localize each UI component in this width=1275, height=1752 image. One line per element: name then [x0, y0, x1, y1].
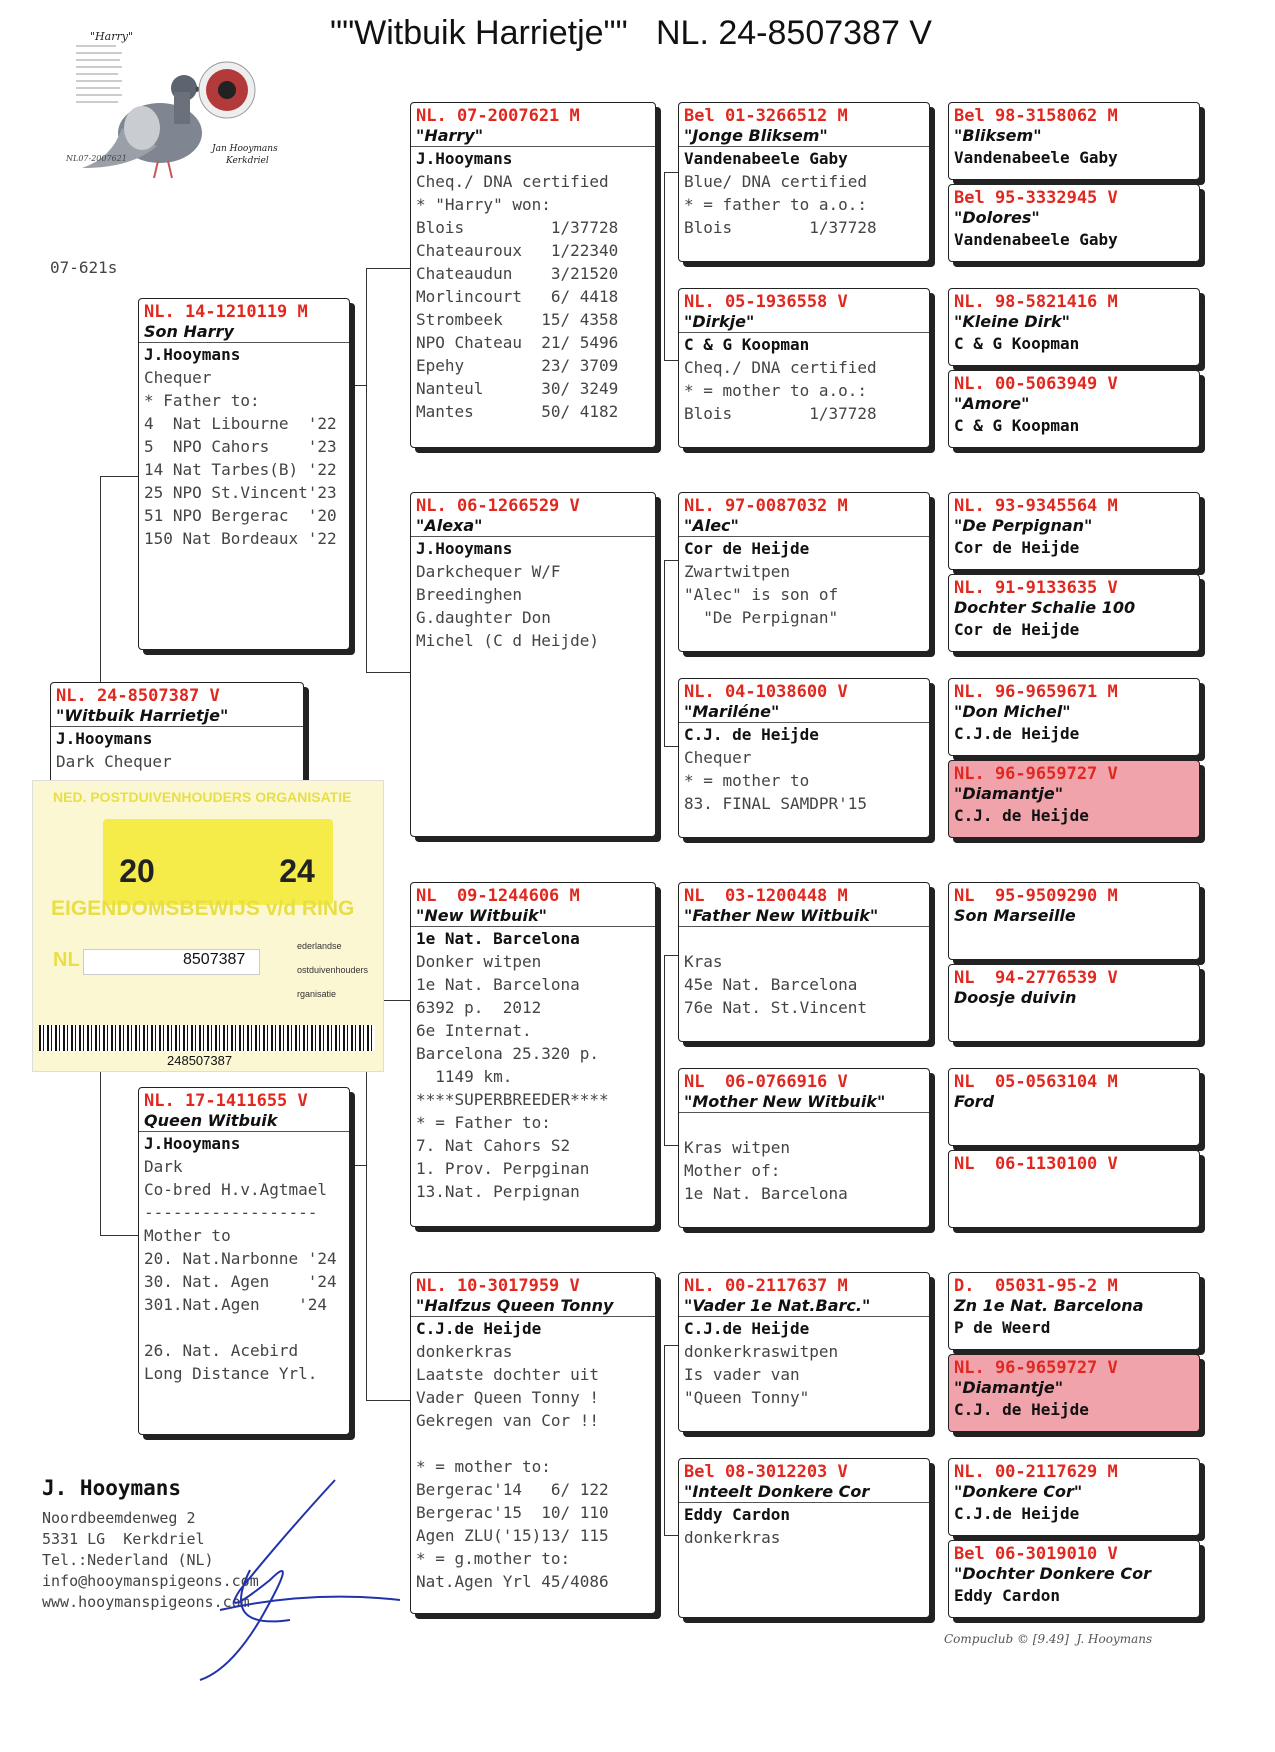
ancestor-box-5[interactable]: [948, 492, 1200, 570]
text-line: Morlincourt 6/ 4418: [416, 287, 619, 306]
text-line: 26. Nat. Acebird: [144, 1341, 299, 1360]
grandsire-sire-box[interactable]: [410, 102, 656, 448]
gg8-ring: Bel 08-3012203 V: [684, 1462, 848, 1482]
ancestor-box-2[interactable]: [948, 184, 1200, 262]
ancestor-owner: Eddy Cardon: [954, 1586, 1060, 1605]
text-line: * = mother to:: [416, 1457, 551, 1476]
ancestor-box-12[interactable]: [948, 1150, 1200, 1228]
gg3-owner: Cor de Heijde: [684, 539, 810, 558]
ancestor-ring: Bel 06-3019010 V: [954, 1544, 1118, 1564]
photo-place: Kerkdriel: [226, 156, 269, 166]
dam-ring: NL. 17-1411655 V: [144, 1091, 308, 1111]
gg5-box[interactable]: [678, 882, 930, 1042]
photo-name: "Harry": [90, 30, 134, 43]
text-line: 6e Internat.: [416, 1021, 532, 1040]
ancestor-name: Ford: [954, 1092, 995, 1111]
g3-name: "New Witbuik": [416, 906, 548, 925]
g3-ring: NL 09-1244606 M: [416, 886, 580, 906]
text-line: 51 NPO Bergerac '20: [144, 506, 337, 525]
main-owner: J.Hooymans: [56, 729, 153, 748]
ancestor-box-6[interactable]: [948, 574, 1200, 652]
gg5-name: "Father New Witbuik": [684, 906, 879, 925]
ancestor-name: Son Marseille: [954, 906, 1076, 925]
text-line: Long Distance Yrl.: [144, 1364, 318, 1383]
text-line: Dark: [144, 1157, 183, 1176]
gg1-ring: Bel 01-3266512 M: [684, 106, 848, 126]
gg1-box[interactable]: [678, 102, 930, 262]
gg4-owner: C.J. de Heijde: [684, 725, 819, 744]
text-line: * = mother to: [684, 771, 810, 790]
gg2-ring: NL. 05-1936558 V: [684, 292, 848, 312]
text-line: Blois 1/37728: [416, 218, 619, 237]
ancestor-box-15[interactable]: [948, 1458, 1200, 1536]
text-line: 76e Nat. St.Vincent: [684, 998, 868, 1017]
gg2-box[interactable]: [678, 288, 930, 448]
text-line: Michel (C d Heijde): [416, 631, 600, 650]
ancestor-box-13[interactable]: [948, 1272, 1200, 1350]
ancestor-box-3[interactable]: [948, 288, 1200, 366]
gg1-name: "Jonge Bliksem": [684, 126, 828, 145]
footer-credit: Compuclub © [9.49] J. Hooymans: [944, 1632, 1153, 1646]
ancestor-name: "Kleine Dirk": [954, 312, 1070, 331]
ancestor-ring: NL. 96-9659727 V: [954, 764, 1118, 784]
gg1-owner: Vandenabeele Gaby: [684, 149, 848, 168]
main-ring: NL. 24-8507387 V: [56, 686, 220, 706]
gg3-box[interactable]: [678, 492, 930, 652]
text-line: Darkchequer W/F: [416, 562, 561, 581]
text-line: Is vader van: [684, 1365, 800, 1384]
text-line: * = g.mother to:: [416, 1549, 571, 1568]
signature: [160, 1470, 420, 1690]
gg2-owner: C & G Koopman: [684, 335, 810, 354]
ancestor-name: "Donkere Cor": [954, 1482, 1083, 1501]
ancestor-ring: NL. 96-9659727 V: [954, 1358, 1118, 1378]
text-line: * Father to:: [144, 391, 260, 410]
ancestor-name: "Diamantje": [954, 784, 1064, 803]
text-line: Co-bred H.v.Agtmael: [144, 1180, 328, 1199]
gg7-box[interactable]: [678, 1272, 930, 1432]
ancestor-owner: Cor de Heijde: [954, 538, 1080, 557]
text-line: 1. Prov. Perpginan: [416, 1159, 590, 1178]
g2-owner: J.Hooymans: [416, 539, 513, 558]
text-line: Mother to: [144, 1226, 231, 1245]
text-line: * = mother to a.o.:: [684, 381, 868, 400]
text-line: Blois 1/37728: [684, 404, 877, 423]
text-line: donkerkras: [684, 1528, 781, 1547]
text-line: Agen ZLU('15)13/ 115: [416, 1526, 609, 1545]
ancestor-owner: C.J.de Heijde: [954, 724, 1080, 743]
gg2-lines: [684, 356, 924, 425]
ancestor-owner: C.J. de Heijde: [954, 806, 1089, 825]
text-line: Mantes 50/ 4182: [416, 402, 619, 421]
text-line: Blois 1/37728: [684, 218, 877, 237]
gg8-lines: [684, 1526, 924, 1549]
card-barcode-number: 248507387: [167, 1053, 233, 1068]
ancestor-box-10[interactable]: [948, 964, 1200, 1042]
sire-ring: NL. 14-1210119 M: [144, 302, 308, 322]
card-n1: ederlandse: [297, 941, 342, 951]
text-line: Epehy 23/ 3709: [416, 356, 619, 375]
text-line: Strombeek 15/ 4358: [416, 310, 619, 329]
text-line: Chequer: [684, 748, 752, 767]
gg3-name: "Alec": [684, 516, 739, 535]
text-line: Cheq./ DNA certified: [416, 172, 609, 191]
text-line: G.daughter Don: [416, 608, 551, 627]
ancestor-ring: NL. 91-9133635 V: [954, 578, 1118, 598]
ancestor-ring: NL. 00-5063949 V: [954, 374, 1118, 394]
text-line: Noordbeemdenweg 2: [42, 1509, 196, 1527]
ancestor-ring: Bel 95-3332945 V: [954, 188, 1118, 208]
ancestor-ring: NL. 93-9345564 M: [954, 496, 1118, 516]
gg6-box[interactable]: [678, 1068, 930, 1228]
g4-owner: C.J.de Heijde: [416, 1319, 542, 1338]
ancestor-box-9[interactable]: [948, 882, 1200, 960]
sire-name: Son Harry: [144, 322, 234, 341]
gg3-lines: [684, 560, 924, 629]
ancestor-ring: NL 06-1130100 V: [954, 1154, 1118, 1174]
text-line: donkerkras: [416, 1342, 513, 1361]
ancestor-name: "Don Michel": [954, 702, 1071, 721]
text-line: 301.Nat.Agen '24: [144, 1295, 328, 1314]
ancestor-owner: C & G Koopman: [954, 334, 1080, 353]
gg6-owner: [684, 1113, 924, 1136]
card-label: EIGENDOMSBEWIJS v/d RING: [51, 897, 355, 920]
gg1-lines: [684, 170, 924, 239]
ancestor-ring: Bel 98-3158062 M: [954, 106, 1118, 126]
sire-owner: J.Hooymans: [144, 345, 241, 364]
text-line: info@hooymanspigeons.com: [42, 1572, 259, 1590]
ancestor-box-4[interactable]: [948, 370, 1200, 448]
text-line: 1e Nat. Barcelona: [416, 975, 580, 994]
text-line: Mother of:: [684, 1161, 781, 1180]
text-line: * "Harry" won:: [416, 195, 551, 214]
text-line: "Queen Tonny": [684, 1388, 810, 1407]
ancestor-name: Zn 1e Nat. Barcelona: [954, 1296, 1144, 1315]
gg4-box[interactable]: [678, 678, 930, 838]
text-line: Laatste dochter uit: [416, 1365, 600, 1384]
text-line: 7. Nat Cahors S2: [416, 1136, 571, 1155]
text-line: Chateauroux 1/22340: [416, 241, 619, 260]
gg8-box[interactable]: [678, 1458, 930, 1618]
dam-name: Queen Witbuik: [144, 1111, 278, 1130]
page-title: ""Witbuik Harrietje"" NL. 24-8507387 V: [330, 14, 932, 52]
dam-box[interactable]: [138, 1087, 350, 1435]
ancestor-ring: D. 05031-95-2 M: [954, 1276, 1118, 1296]
ancestor-box-1[interactable]: [948, 102, 1200, 180]
card-year-a: 20: [109, 843, 165, 899]
ancestor-owner: Vandenabeele Gaby: [954, 230, 1118, 249]
g4-name: "Halfzus Queen Tonny: [416, 1296, 614, 1315]
photo-ring: NL07-2007621: [66, 154, 127, 163]
ancestor-name: Doosje duivin: [954, 988, 1077, 1007]
gg5-ring: NL 03-1200448 M: [684, 886, 848, 906]
text-line: 5331 LG Kerkdriel: [42, 1530, 205, 1548]
text-line: Kras witpen: [684, 1138, 790, 1157]
ancestor-owner: Vandenabeele Gaby: [954, 148, 1118, 167]
text-line: NPO Chateau 21/ 5496: [416, 333, 619, 352]
text-line: www.hooymanspigeons.com: [42, 1593, 250, 1611]
text-line: Zwartwitpen: [684, 562, 790, 581]
photo-owner: Jan Hooymans: [212, 144, 278, 154]
ancestor-name: "Amore": [954, 394, 1030, 413]
text-line: Nat.Agen Yrl 45/4086: [416, 1572, 609, 1591]
text-line: Chequer: [144, 368, 212, 387]
text-line: Gekregen van Cor !!: [416, 1411, 600, 1430]
text-line: Barcelona 25.320 p.: [416, 1044, 600, 1063]
text-line: ****SUPERBREEDER****: [416, 1090, 609, 1109]
ancestor-owner: C.J. de Heijde: [954, 1400, 1089, 1419]
card-nl: NL: [53, 949, 80, 971]
text-line: Nanteul 30/ 3249: [416, 379, 619, 398]
text-line: Blue/ DNA certified: [684, 172, 868, 191]
g1-lines: [416, 170, 650, 423]
text-line: [144, 1316, 344, 1339]
ancestor-owner: C.J.de Heijde: [954, 1504, 1080, 1523]
gg5-owner: [684, 927, 924, 950]
text-line: Vader Queen Tonny !: [416, 1388, 600, 1407]
card-n3: rganisatie: [297, 989, 337, 999]
ancestor-ring: NL. 98-5821416 M: [954, 292, 1118, 312]
grandsire-dam-box[interactable]: [410, 882, 656, 1227]
gg4-name: "Mariléne": [684, 702, 780, 721]
g3-owner: 1e Nat. Barcelona: [416, 929, 580, 948]
ancestor-box-16[interactable]: [948, 1540, 1200, 1618]
sire-box[interactable]: [138, 298, 350, 650]
text-line: "Alec" is son of: [684, 585, 839, 604]
sire-lines: [144, 366, 344, 550]
ancestor-name: "Dochter Donkere Cor: [954, 1564, 1151, 1583]
text-line: 20. Nat.Narbonne '24: [144, 1249, 337, 1268]
ancestor-box-7[interactable]: [948, 678, 1200, 756]
card-n2: ostduivenhouders: [297, 965, 369, 975]
breeder-name: J. Hooymans: [42, 1476, 182, 1500]
g1-name: "Harry": [416, 126, 484, 145]
gg2-name: "Dirkje": [684, 312, 755, 331]
granddam-dam-box[interactable]: [410, 1272, 656, 1614]
ancestor-name: "Diamantje": [954, 1378, 1064, 1397]
card-number: 8507387: [183, 951, 246, 968]
text-line: Breedinghen: [416, 585, 522, 604]
dam-lines: [144, 1155, 344, 1385]
gg7-owner: C.J.de Heijde: [684, 1319, 810, 1338]
g2-name: "Alexa": [416, 516, 483, 535]
ancestor-owner: P de Weerd: [954, 1318, 1051, 1337]
text-line: 1149 km.: [416, 1067, 513, 1086]
text-line: 5 NPO Cahors '23: [144, 437, 337, 456]
ancestor-box-14[interactable]: [948, 1354, 1200, 1432]
ancestor-ring: NL. 96-9659671 M: [954, 682, 1118, 702]
gg6-lines: [684, 1136, 924, 1205]
gg6-ring: NL 06-0766916 V: [684, 1072, 848, 1092]
text-line: Tel.:Nederland (NL): [42, 1551, 214, 1569]
ancestor-owner: C & G Koopman: [954, 416, 1080, 435]
ancestor-box-11[interactable]: [948, 1068, 1200, 1146]
text-line: donkerkraswitpen: [684, 1342, 839, 1361]
g2-ring: NL. 06-1266529 V: [416, 496, 580, 516]
card-year-b: 24: [269, 843, 325, 899]
g2-lines: [416, 560, 650, 652]
text-line: [416, 1432, 650, 1455]
ancestor-box-8[interactable]: [948, 760, 1200, 838]
main-color: Dark Chequer: [56, 752, 172, 771]
pigeon-photo: [62, 28, 292, 193]
g4-ring: NL. 10-3017959 V: [416, 1276, 580, 1296]
ancestor-owner: Cor de Heijde: [954, 620, 1080, 639]
gg5-lines: [684, 950, 924, 1019]
g3-lines: [416, 950, 650, 1203]
gg7-lines: [684, 1340, 924, 1409]
text-line: 25 NPO St.Vincent'23: [144, 483, 337, 502]
ring-card: [32, 780, 384, 1072]
ancestor-name: "Bliksem": [954, 126, 1042, 145]
ancestor-name: Dochter Schalie 100: [954, 598, 1136, 617]
ancestor-ring: NL 05-0563104 M: [954, 1072, 1118, 1092]
ancestor-ring: NL 94-2776539 V: [954, 968, 1118, 988]
text-line: 30. Nat. Agen '24: [144, 1272, 337, 1291]
text-line: Donker witpen: [416, 952, 542, 971]
ancestor-name: "De Perpignan": [954, 516, 1093, 535]
text-line: "De Perpignan": [684, 608, 839, 627]
ancestor-ring: NL 95-9509290 M: [954, 886, 1118, 906]
text-line: 1e Nat. Barcelona: [684, 1184, 848, 1203]
gg3-ring: NL. 97-0087032 M: [684, 496, 848, 516]
text-line: 4 Nat Libourne '22: [144, 414, 337, 433]
g1-ring: NL. 07-2007621 M: [416, 106, 580, 126]
text-line: Bergerac'15 10/ 110: [416, 1503, 609, 1522]
gg4-ring: NL. 04-1038600 V: [684, 682, 848, 702]
dam-owner: J.Hooymans: [144, 1134, 241, 1153]
text-line: 45e Nat. Barcelona: [684, 975, 858, 994]
gg8-owner: Eddy Cardon: [684, 1505, 790, 1524]
main-name: "Witbuik Harrietje": [56, 706, 229, 725]
text-line: Cheq./ DNA certified: [684, 358, 877, 377]
text-line: Chateaudun 3/21520: [416, 264, 619, 283]
text-line: Kras: [684, 952, 723, 971]
text-line: * = Father to:: [416, 1113, 551, 1132]
text-line: ------------------: [144, 1203, 318, 1222]
gg7-name: "Vader 1e Nat.Barc.": [684, 1296, 871, 1315]
card-org: NED. POSTDUIVENHOUDERS ORGANISATIE: [53, 789, 352, 805]
text-line: 83. FINAL SAMDPR'15: [684, 794, 868, 813]
text-line: 13.Nat. Perpignan: [416, 1182, 580, 1201]
gg7-ring: NL. 00-2117637 M: [684, 1276, 848, 1296]
gg4-lines: [684, 746, 924, 815]
text-line: 14 Nat Tarbes(B) '22: [144, 460, 337, 479]
pedigree-code: 07-621s: [50, 258, 118, 277]
text-line: 150 Nat Bordeaux '22: [144, 529, 337, 548]
ancestor-ring: NL. 00-2117629 M: [954, 1462, 1118, 1482]
text-line: Bergerac'14 6/ 122: [416, 1480, 609, 1499]
ancestor-name: "Dolores": [954, 208, 1040, 227]
g4-lines: [416, 1340, 650, 1593]
gg6-name: "Mother New Witbuik": [684, 1092, 886, 1111]
card-barcode: [39, 1025, 375, 1051]
gg8-name: "Inteelt Donkere Cor: [684, 1482, 870, 1501]
text-line: * = father to a.o.:: [684, 195, 868, 214]
granddam-sire-box[interactable]: [410, 492, 656, 837]
g1-owner: J.Hooymans: [416, 149, 513, 168]
text-line: 6392 p. 2012: [416, 998, 542, 1017]
